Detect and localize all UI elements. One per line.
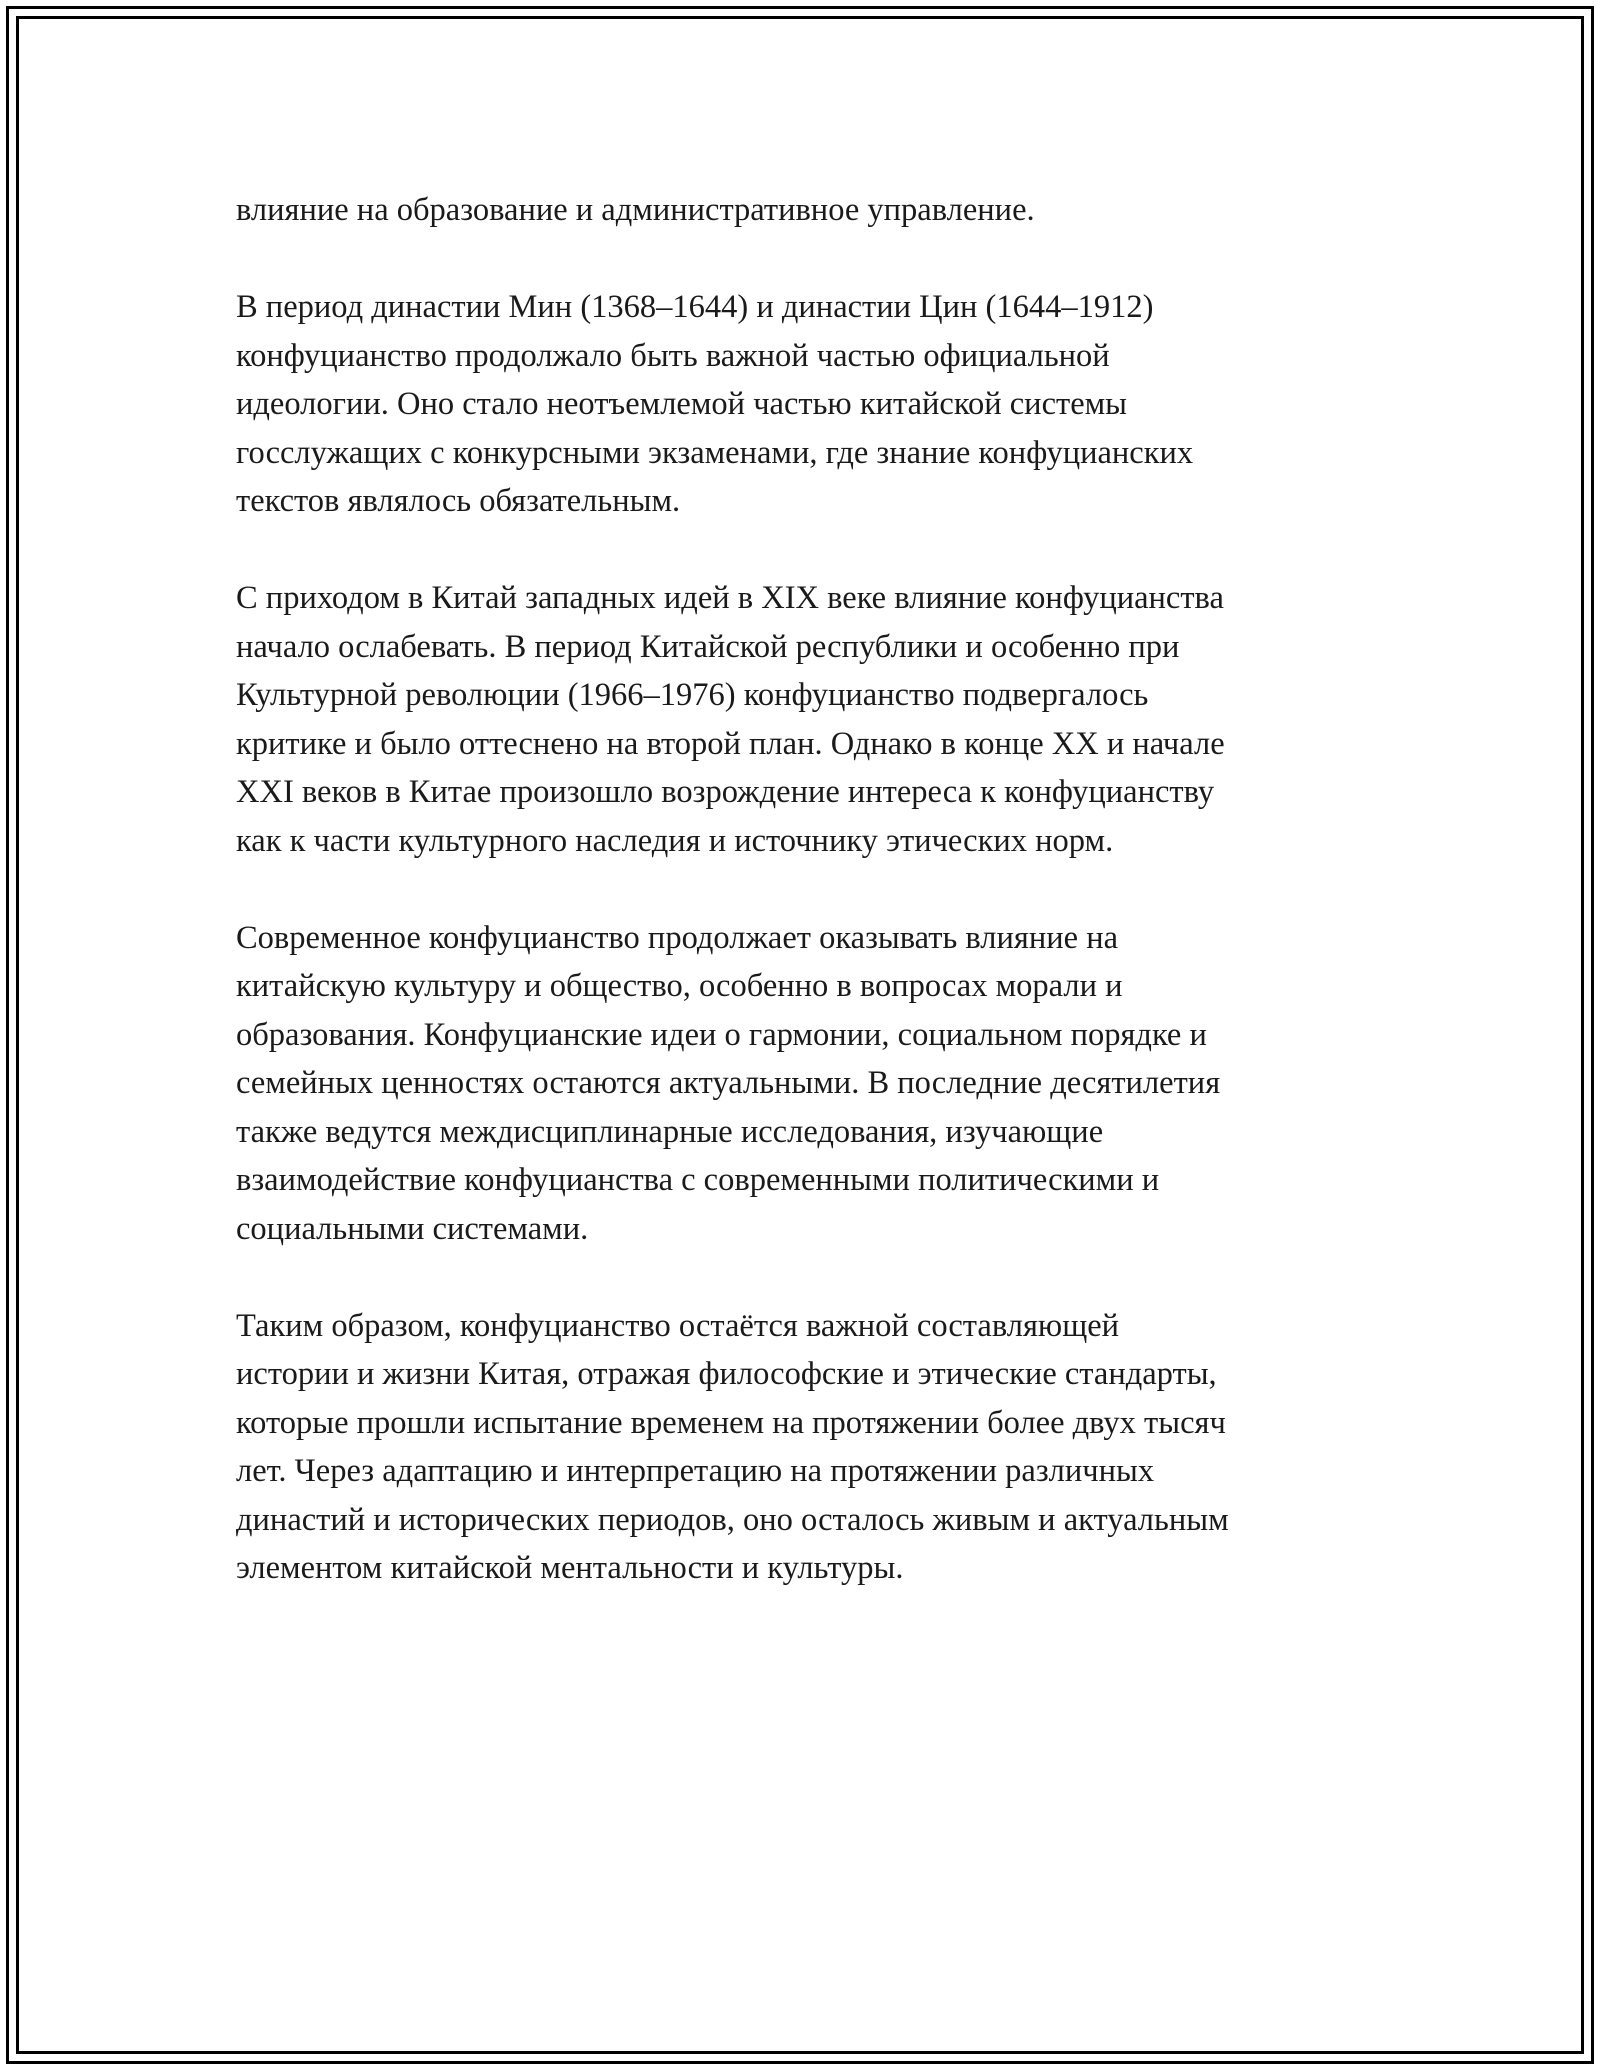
paragraph-ming-qing: В период династии Мин (1368–1644) и династии Цин (1644–1912) конфуцианство продолжало быть важной частью официальной идеологии. Оно стало неотъемлемой частью китайской системы госслужащих с конкурсными экзаменами, где знание конфуцианских текстов являлось обязательным. — [236, 289, 1194, 519]
paragraph-continuation: влияние на образование и административное управление. — [236, 192, 1035, 228]
paragraph-western-ideas: С приходом в Китай западных идей в XIX веке влияние конфуцианства начало ослабевать. В период Китайской республики и особенно при Культурной революции (1966–1976) конфуцианство подвергалось критике и было оттеснено на второй план. Однако в конце XX и начале XXI веков в Китае произошло возрождение интереса к конфуцианству как к части культурного наследия и источнику этических норм. — [236, 580, 1225, 859]
paragraph-conclusion: Таким образом, конфуцианство остаётся важной составляющей истории и жизни Китая, отражая философские и этические стандарты, которые прошли испытание временем на протяжении более двух тысяч лет. Через адаптацию и интерпретацию на протяжении различных династий и исторических периодов, оно осталось живым и актуальным элементом китайской ментальности и культуры. — [236, 1307, 1229, 1586]
document-body — [236, 186, 1386, 1593]
paragraph-modern-confucianism: Современное конфуцианство продолжает оказывать влияние на китайскую культуру и общество, особенно в вопросах морали и образования. Конфуцианские идеи о гармонии, социальном порядке и семейных ценностях остаются актуальными. В последние десятилетия также ведутся междисциплинарные исследования, изучающие взаимодействие конфуцианства с современными политическими и социальными системами. — [236, 919, 1221, 1247]
